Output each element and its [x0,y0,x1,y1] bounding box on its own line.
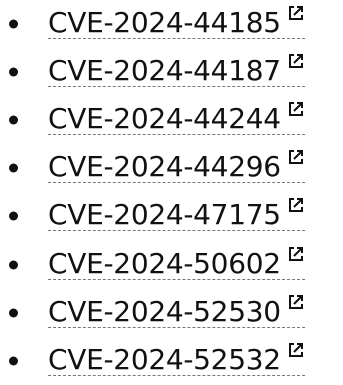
bullet-icon [9,116,18,125]
cve-link-label: CVE-2024-44244 [48,102,281,136]
list-item [0,48,343,96]
bullet-icon [9,260,18,269]
cve-link-label: CVE-2024-44185 [48,6,281,40]
list-item [0,96,343,144]
bullet-icon [9,68,18,77]
cve-link-label: CVE-2024-44296 [48,150,281,184]
cve-link-label: CVE-2024-52530 [48,294,281,328]
external-link-icon [287,4,305,22]
list-item [0,337,343,385]
cve-link-52532[interactable] [48,342,305,376]
cve-link-52530[interactable] [48,294,305,328]
cve-link-label: CVE-2024-47175 [48,198,281,232]
list-item [0,240,343,288]
external-link-icon [287,341,305,359]
cve-link-label: CVE-2024-50602 [48,246,281,280]
bullet-icon [9,356,18,365]
external-link-icon [287,293,305,311]
bullet-icon [9,164,18,173]
external-link-icon [287,196,305,214]
external-link-icon [287,245,305,263]
list-item [0,289,343,337]
bullet-icon [9,20,18,29]
external-link-icon [287,52,305,70]
cve-link-44185[interactable] [48,6,305,40]
external-link-icon [287,148,305,166]
bullet-icon [9,212,18,221]
cve-link-50602[interactable] [48,246,305,280]
cve-link-44187[interactable] [48,54,305,88]
external-link-icon [287,100,305,118]
list-item [0,192,343,240]
cve-link-label: CVE-2024-52532 [48,342,281,376]
cve-link-label: CVE-2024-44187 [48,54,281,88]
list-item [0,144,343,192]
list-item [0,0,343,48]
cve-link-44244[interactable] [48,102,305,136]
cve-link-44296[interactable] [48,150,305,184]
cve-link-47175[interactable] [48,198,305,232]
bullet-icon [9,308,18,317]
